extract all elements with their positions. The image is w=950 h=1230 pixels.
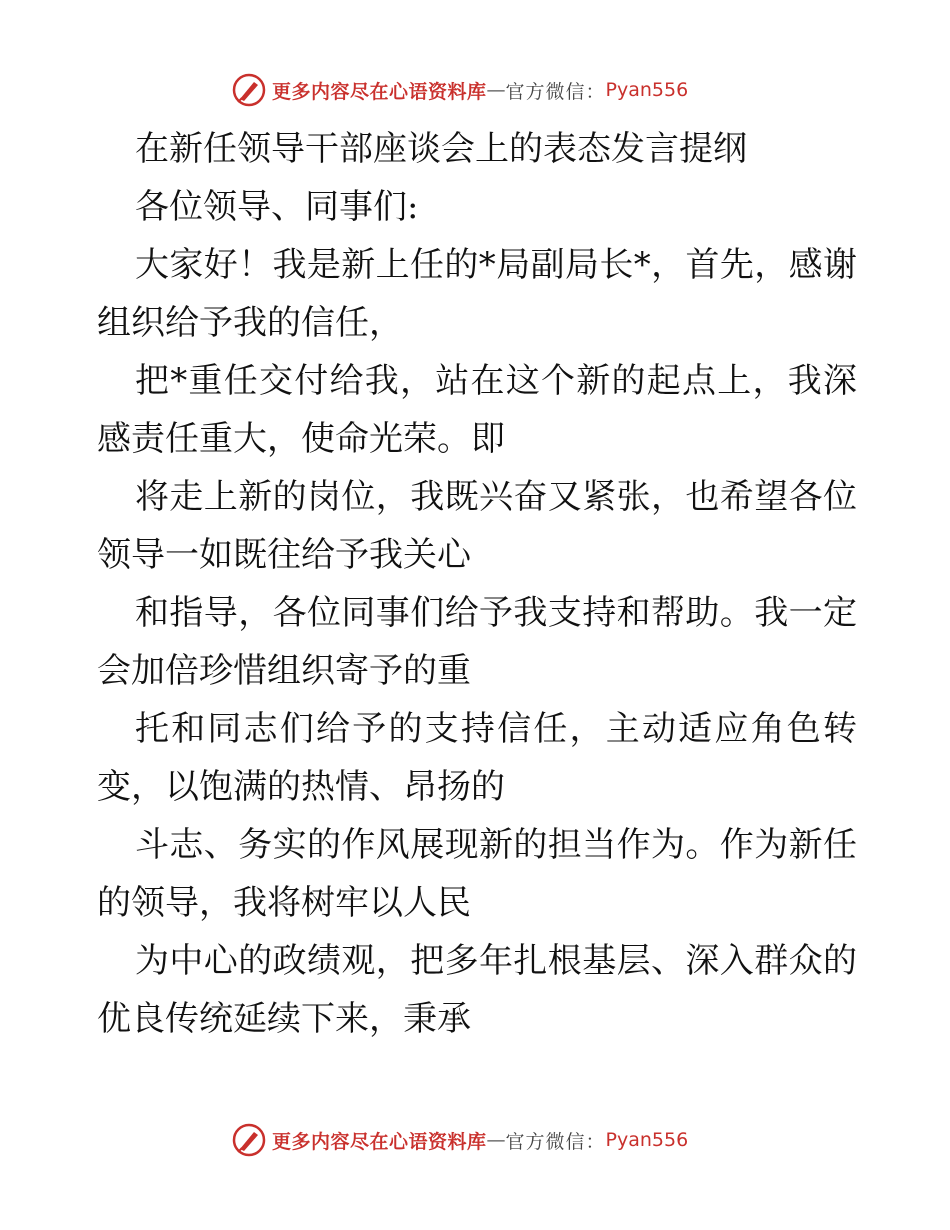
document-body	[97, 120, 857, 1048]
banner-wechat-label: 官方微信：	[505, 1130, 606, 1153]
header-banner	[232, 70, 752, 110]
banner-dash: —	[486, 79, 506, 101]
quill-pen-logo-icon	[232, 1123, 266, 1157]
paragraph: 大家好！我是新上任的*局副局长*，首先，感谢组织给予我的信任，	[97, 245, 857, 343]
document-title: 在新任领导干部座谈会上的表态发言提纲	[135, 129, 747, 169]
paragraph: 为中心的政绩观，把多年扎根基层、深入群众的优良传统延续下来，秉承	[97, 941, 857, 1039]
paragraph: 托和同志们给予的支持信任，主动适应角色转变，以饱满的热情、昂扬的	[97, 709, 857, 807]
paragraph: 斗志、务实的作风展现新的担当作为。作为新任的领导，我将树牢以人民	[97, 825, 857, 923]
salutation: 各位领导、同事们:	[135, 187, 419, 227]
banner-dash: —	[486, 1129, 506, 1151]
quill-pen-logo-icon	[232, 73, 266, 107]
paragraph: 将走上新的岗位，我既兴奋又紧张，也希望各位领导一如既往给予我关心	[97, 477, 857, 575]
footer-banner	[232, 1120, 752, 1160]
paragraph: 和指导，各位同事们给予我支持和帮助。我一定会加倍珍惜组织寄予的重	[97, 593, 857, 691]
banner-brand-text: 更多内容尽在心语资料库	[272, 1130, 487, 1153]
banner-wechat-id: Pyan556	[605, 1129, 689, 1151]
banner-brand-text: 更多内容尽在心语资料库	[272, 80, 487, 103]
banner-wechat-id: Pyan556	[605, 79, 689, 101]
paragraph: 把*重任交付给我，站在这个新的起点上，我深感责任重大，使命光荣。即	[97, 361, 857, 459]
banner-wechat-label: 官方微信：	[505, 80, 606, 103]
